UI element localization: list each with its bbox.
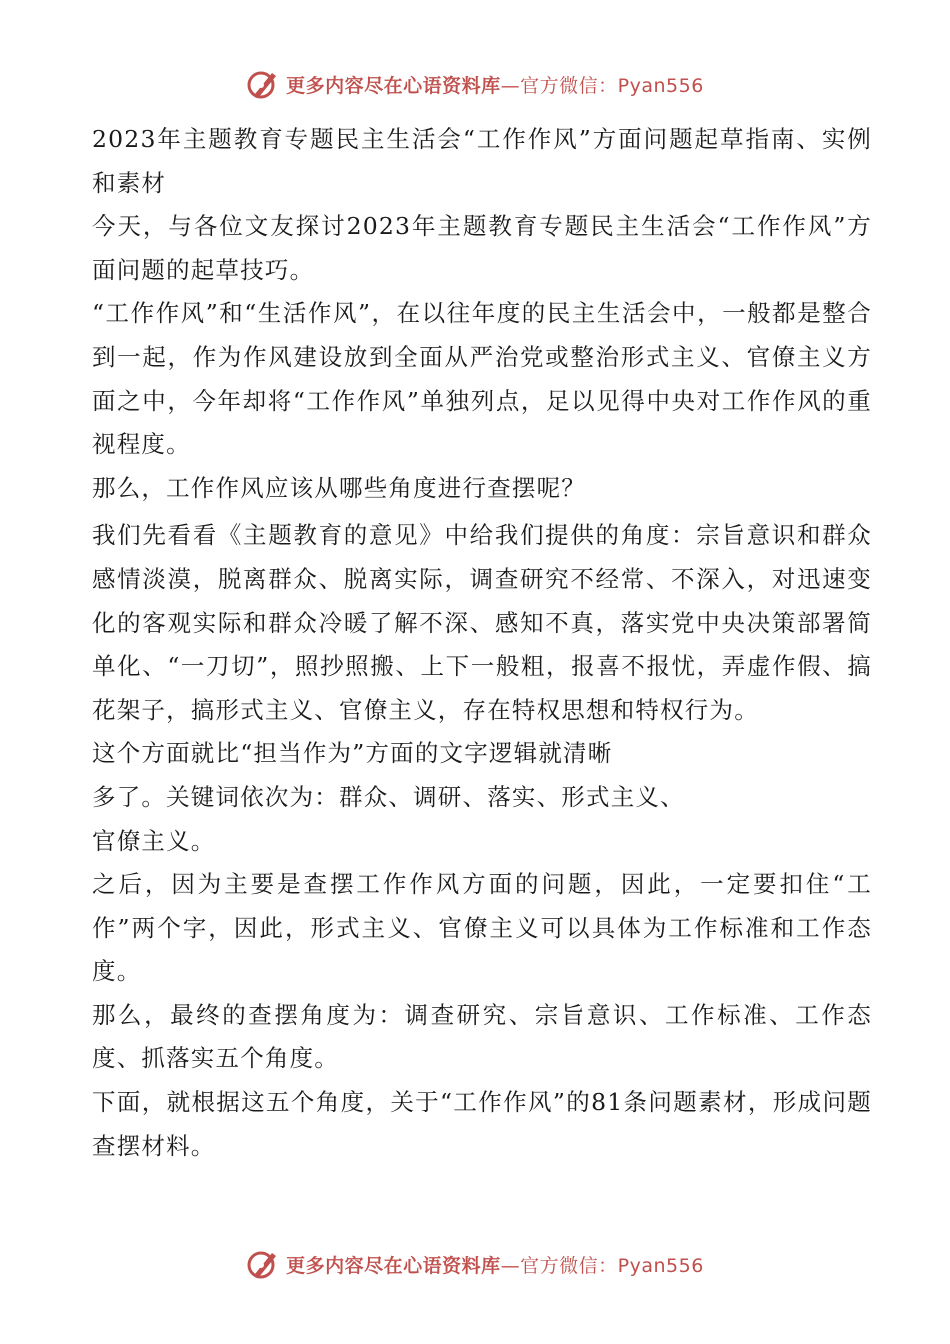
paragraph-background: “工作作风”和“生活作风”，在以往年度的民主生活会中，一般都是整合到一起，作为作风建设放到全面从严治党或整治形式主义、官僚主义方面之中，今年却将“工作作风”单独列点，足以见得中央对工作作风的重视程度。 — [92, 299, 872, 459]
paragraph-opinion-angles: 我们先看看《主题教育的意见》中给我们提供的角度：宗旨意识和群众感情淡漠，脱离群众、脱离实际，调查研究不经常、不深入，对迅速变化的客观实际和群众冷暖了解不深、感知不真，落实党中央决策部署简单化、“一刀切”，照抄照搬、上下一般粗，报喜不报忧，弄虚作假、搞花架子，搞形式主义、官僚主义，存在特权思想和特权行为。 — [92, 521, 872, 724]
watermark-contact: 官方微信：Pyan556 — [520, 74, 704, 97]
paragraph-logic-line2: 多了。关键词依次为：群众、调研、落实、形式主义、 — [92, 782, 685, 811]
paragraph-question: 那么，工作作风应该从哪些角度进行查摆呢？ — [92, 473, 586, 502]
watermark-lead: 更多内容尽在心语资料库 — [286, 1254, 501, 1277]
pen-logo-icon — [246, 1247, 280, 1281]
pen-logo-icon — [246, 67, 280, 101]
header-watermark — [0, 64, 950, 104]
watermark-contact: 官方微信：Pyan556 — [520, 1254, 704, 1277]
watermark-lead: 更多内容尽在心语资料库 — [286, 74, 501, 97]
watermark-dash: — — [500, 74, 521, 97]
footer-watermark — [0, 1244, 950, 1284]
paragraph-materials: 下面，就根据这五个角度，关于“工作作风”的81条问题素材，形成问题查摆材料。 — [92, 1088, 872, 1160]
document-body — [92, 118, 872, 1168]
paragraph-logic-line1: 这个方面就比“担当作为”方面的文字逻辑就清晰 — [92, 739, 613, 768]
paragraph-logic-line3: 官僚主义。 — [92, 826, 216, 855]
paragraph-intro: 今天，与各位文友探讨2023年主题教育专题民主生活会“工作作风”方面问题的起草技巧。 — [92, 212, 872, 284]
watermark-dash: — — [500, 1254, 521, 1277]
document-title: 2023年主题教育专题民主生活会“工作作风”方面问题起草指南、实例和素材 — [92, 125, 872, 197]
watermark-text — [286, 71, 704, 98]
watermark-text — [286, 1251, 704, 1278]
paragraph-final-angles: 那么，最终的查摆角度为：调查研究、宗旨意识、工作标准、工作态度、抓落实五个角度。 — [92, 1000, 872, 1073]
paragraph-focus-work: 之后，因为主要是查摆工作作风方面的问题，因此，一定要扣住“工作”两个字，因此，形式主义、官僚主义可以具体为工作标准和工作态度。 — [92, 870, 872, 986]
